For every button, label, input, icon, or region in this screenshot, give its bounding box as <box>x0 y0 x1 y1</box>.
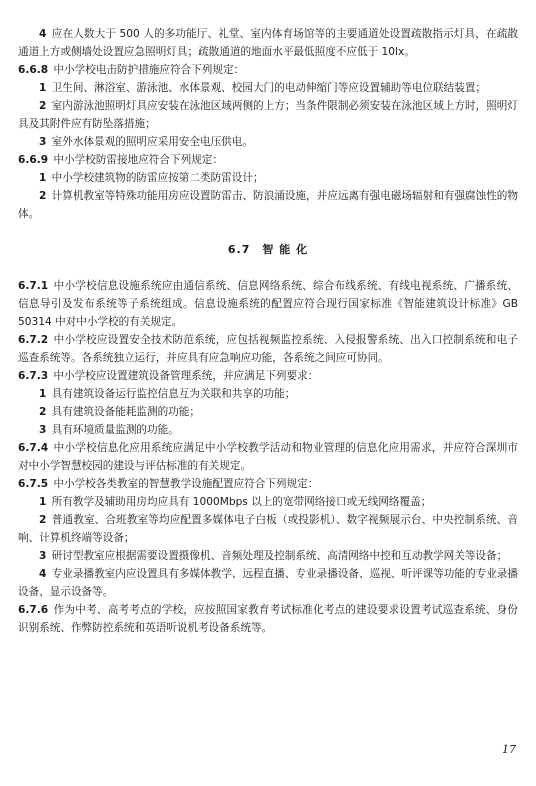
clause-text: 中小学校防雷接地应符合下列规定： <box>53 154 223 166</box>
clause-text: 中小学校应设置建筑设备管理系统，并应满足下列要求： <box>53 370 319 382</box>
clause-paragraph <box>18 367 518 385</box>
clause-number: 6.7.1 <box>18 280 49 292</box>
clause-paragraph <box>18 61 518 79</box>
clause-text: 中小学校信息化应用系统应满足中小学校教学活动和物业管理的信息化应用需求，并应符合深圳市对中小学智慧校园的建设与评估标准的有关规定。 <box>18 442 518 472</box>
list-item <box>18 79 518 97</box>
item-number: 2 <box>39 514 47 526</box>
item-text: 普通教室、合班教室等均应配置多媒体电子白板（或投影机）、数字视频展示台、中央控制系统、音响、计算机终端等设备； <box>18 514 518 544</box>
list-item <box>18 25 518 61</box>
item-number: 2 <box>39 406 47 418</box>
item-number: 4 <box>39 568 47 580</box>
clause-paragraph <box>18 331 518 367</box>
item-text: 室外水体景观的照明应采用安全电压供电。 <box>51 136 253 148</box>
item-number: 4 <box>39 28 47 40</box>
list-item <box>18 133 518 151</box>
item-number: 3 <box>39 136 47 148</box>
list-item <box>18 169 518 187</box>
item-text: 计算机教室等特殊功能用房应设置防雷击、防浪涌设施，并应远离有强电磁场辐射和有强腐蚀性的物体。 <box>18 190 518 220</box>
clause-paragraph <box>18 439 518 475</box>
list-item <box>18 403 518 421</box>
list-item <box>18 385 518 403</box>
clause-number: 6.6.8 <box>18 64 49 76</box>
item-number: 1 <box>39 388 47 400</box>
clause-text: 中小学校电击防护措施应符合下列规定： <box>53 64 245 76</box>
clause-number: 6.7.5 <box>18 478 49 490</box>
document-body <box>18 25 518 637</box>
section-title: 智 能 化 <box>262 243 309 256</box>
item-text: 应在人数大于 500 人的多功能厅、礼堂、室内体育场馆等的主要通道处设置疏散指示灯具，在疏散通道上方或侧墙处设置应急照明灯具；疏散通道的地面水平最低照度不应低于 10lx。 <box>18 28 518 58</box>
item-text: 卫生间、淋浴室、游泳池、水体景观、校园大门的电动伸缩门等应设置辅助等电位联结装置； <box>51 82 487 94</box>
list-item <box>18 421 518 439</box>
clause-paragraph <box>18 277 518 331</box>
item-text: 具有建筑设备运行监控信息互为关联和共享的功能； <box>51 388 296 400</box>
list-item <box>18 511 518 547</box>
item-number: 3 <box>39 424 47 436</box>
clause-number: 6.7.3 <box>18 370 49 382</box>
page-number: 17 <box>502 743 516 756</box>
item-number: 2 <box>39 190 47 202</box>
item-text: 室内游泳池照明灯具应安装在泳池区域两侧的上方；当条件限制必须安装在泳池区域上方时，照明灯具及其附件应有防坠落措施； <box>18 100 518 130</box>
list-item <box>18 565 518 601</box>
clause-text: 中小学校各类教室的智慧教学设施配置应符合下列规定： <box>53 478 319 490</box>
item-text: 研讨型教室应根据需要设置摄像机、音频处理及控制系统、高清网络中控和互动教学网关等设备； <box>51 550 508 562</box>
clause-number: 6.7.4 <box>18 442 49 454</box>
clause-number: 6.7.6 <box>18 604 49 616</box>
list-item <box>18 97 518 133</box>
clause-text: 作为中考、高考考点的学校，应按照国家教育考试标准化考点的建设要求设置考试巡查系统、身份识别系统、作弊防控系统和英语听说机考设备系统等。 <box>18 604 518 634</box>
clause-paragraph <box>18 151 518 169</box>
item-number: 1 <box>39 82 47 94</box>
clause-text: 中小学校信息设施系统应由通信系统、信息网络系统、综合布线系统、有线电视系统、广播系统、信息导引及发布系统等子系统组成。信息设施系统的配置应符合现行国家标准《智能建筑设计标准》GB 50314 中对中小学校的有关规定。 <box>18 280 518 328</box>
item-text: 专业录播教室内应设置具有多媒体教学、远程直播、专业录播设备、巡视、听评课等功能的专业录播设备、显示设备等。 <box>18 568 518 598</box>
list-item <box>18 493 518 511</box>
section-number: 6.7 <box>227 243 251 256</box>
item-number: 2 <box>39 100 47 112</box>
clause-paragraph <box>18 601 518 637</box>
list-item <box>18 187 518 223</box>
section-heading <box>18 241 518 259</box>
item-number: 3 <box>39 550 47 562</box>
item-text: 具有环境质量监测的功能。 <box>51 424 179 436</box>
clause-number: 6.6.9 <box>18 154 49 166</box>
item-text: 具有建筑设备能耗监测的功能； <box>51 406 200 418</box>
item-number: 1 <box>39 172 47 184</box>
clause-text: 中小学校应设置安全技术防范系统，应包括视频监控系统、入侵报警系统、出入口控制系统和电子巡查系统等。各系统独立运行，并应具有应急响应功能，各系统之间应可协同。 <box>18 334 518 364</box>
list-item <box>18 547 518 565</box>
clause-number: 6.7.2 <box>18 334 49 346</box>
item-text: 中小学校建筑物的防雷应按第二类防雷设计； <box>51 172 264 184</box>
clause-paragraph <box>18 475 518 493</box>
item-number: 1 <box>39 496 47 508</box>
item-text: 所有教学及辅助用房均应具有 1000Mbps 以上的宽带网络接口或无线网络覆盖； <box>51 496 432 508</box>
